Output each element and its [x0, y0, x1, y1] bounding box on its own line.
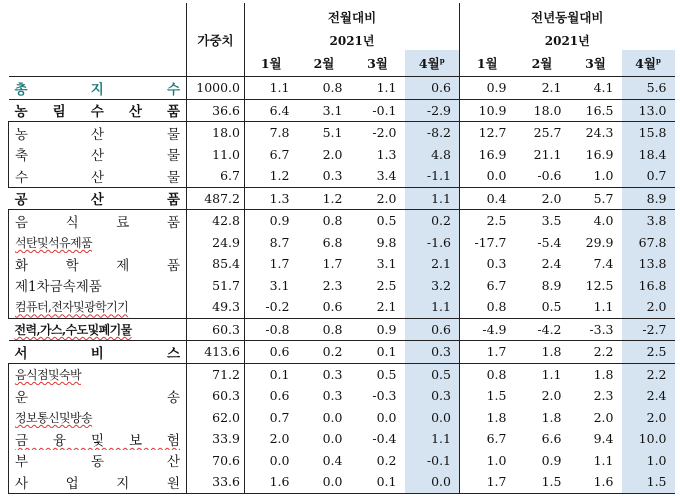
mom-value: -2.0 [351, 122, 405, 144]
row-label [9, 318, 187, 341]
row-label [9, 144, 187, 166]
mom-value: -2.9 [405, 99, 460, 122]
mom-value: 0.6 [405, 77, 460, 100]
mom-value: 0.1 [351, 471, 405, 493]
table-row [9, 341, 675, 364]
mom-value: 0.2 [405, 210, 460, 232]
mom-value: 0.0 [376, 409, 397, 425]
row-weight: 6.7 [187, 165, 245, 187]
yoy-value: 5.6 [622, 77, 675, 100]
table-row [9, 428, 675, 450]
yoy-value: 16.9 [460, 144, 515, 166]
row-label [9, 77, 187, 100]
mom-value: 0.0 [245, 450, 298, 472]
yoy-value: 2.0 [541, 388, 562, 404]
header-year-mom: 2021년 [245, 30, 460, 50]
row-weight: 36.6 [187, 99, 245, 122]
mom-value: 0.3 [405, 341, 460, 364]
mom-value: 0.2 [298, 341, 351, 364]
mom-value: -1.6 [405, 232, 460, 254]
yoy-value: 2.5 [622, 341, 675, 364]
mom-value: 0.6 [245, 385, 298, 407]
header-label-blank [9, 3, 187, 77]
mom-value: -0.1 [351, 99, 405, 122]
mom-value: 2.0 [245, 428, 298, 450]
yoy-value: 1.1 [515, 363, 570, 385]
mom-value: 4.8 [405, 144, 460, 166]
table-row [9, 471, 675, 493]
mom-value: 0.3 [322, 168, 343, 184]
table-row [9, 144, 675, 166]
mom-value: 1.7 [245, 253, 298, 275]
yoy-value: 21.1 [533, 146, 562, 162]
yoy-value: 10.9 [460, 99, 515, 122]
yoy-value: -3.3 [570, 318, 622, 341]
mom-value: 0.0 [322, 431, 343, 447]
table-row [9, 99, 675, 122]
mom-value: 0.6 [322, 299, 343, 315]
mom-value: -0.8 [245, 318, 298, 341]
mom-value: 0.4 [322, 452, 343, 468]
yoy-value: 7.4 [593, 256, 614, 272]
yoy-value: 16.5 [570, 99, 622, 122]
yoy-value: 6.7 [460, 428, 515, 450]
yoy-value: 1.5 [460, 385, 515, 407]
yoy-value: 2.4 [622, 385, 675, 407]
row-label-text: 컴퓨터,전자및광학기기 [15, 300, 129, 315]
yoy-value: 2.2 [622, 363, 675, 385]
yoy-value: 1.1 [593, 452, 614, 468]
yoy-value: -5.4 [537, 234, 562, 250]
yoy-value: 1.8 [460, 407, 515, 429]
yoy-value: 12.5 [585, 277, 614, 293]
mom-value: 0.1 [245, 363, 298, 385]
mom-value: 1.1 [405, 296, 460, 318]
yoy-value: 10.0 [622, 428, 675, 450]
row-label-text: 사 업 지 원 [15, 475, 180, 492]
yoy-value: -2.7 [622, 318, 675, 341]
yoy-value: 18.4 [622, 144, 675, 166]
yoy-value: 1.7 [460, 341, 515, 364]
mom-value: 0.0 [298, 471, 351, 493]
yoy-value: 67.8 [622, 232, 675, 254]
row-label [9, 232, 187, 254]
yoy-value: 6.6 [541, 431, 562, 447]
yoy-value: 2.4 [541, 256, 562, 272]
yoy-value: 0.7 [622, 165, 675, 187]
mom-value: 1.1 [245, 77, 298, 100]
mom-value: 0.2 [376, 452, 397, 468]
yoy-value: 0.9 [541, 452, 562, 468]
mom-value: 2.1 [376, 299, 397, 315]
mom-value: 0.8 [298, 77, 351, 100]
yoy-value: 0.8 [460, 296, 515, 318]
yoy-value: 24.3 [570, 122, 622, 144]
yoy-value: 8.9 [622, 187, 675, 210]
mom-value: 3.1 [298, 99, 351, 122]
row-weight: 85.4 [187, 253, 245, 275]
row-label [9, 296, 187, 318]
yoy-value: 2.3 [593, 388, 614, 404]
mom-value: 2.0 [322, 146, 343, 162]
yoy-value: 16.8 [622, 275, 675, 297]
yoy-value: 1.8 [541, 409, 562, 425]
table-row [9, 77, 675, 100]
row-label-text: 전력,가스,수도및폐기물 [14, 322, 132, 337]
row-label-text: 부 동 산 [15, 454, 180, 471]
yoy-value: 8.9 [541, 277, 562, 293]
row-label-text: 서 비 스 [14, 345, 180, 362]
yoy-value: 2.0 [622, 296, 675, 318]
yoy-value: 4.0 [570, 210, 622, 232]
table-row [9, 296, 675, 318]
row-label-text: 금 융 및 보 험 [15, 432, 180, 449]
mom-value: -0.1 [405, 450, 460, 472]
yoy-value: -4.9 [460, 318, 515, 341]
row-label [9, 253, 187, 275]
mom-value: -0.3 [372, 388, 397, 404]
header-weight: 가중치 [187, 3, 245, 77]
yoy-value: 3.8 [622, 210, 675, 232]
mom-value: 1.1 [351, 77, 405, 100]
mom-value: 3.1 [376, 256, 397, 272]
row-label [9, 407, 187, 429]
row-label-text: 제1차금속제품 [15, 279, 102, 296]
table-row [9, 385, 675, 407]
row-weight: 71.2 [187, 363, 245, 385]
mom-value: 2.5 [376, 277, 397, 293]
header-group-yoy: 전년동월대비 [460, 3, 675, 30]
row-weight: 413.6 [187, 341, 245, 364]
table-row [9, 122, 675, 144]
mom-value: 0.0 [322, 409, 343, 425]
yoy-value: 2.0 [593, 409, 614, 425]
yoy-value: 15.8 [622, 122, 675, 144]
row-weight: 42.8 [187, 210, 245, 232]
header-month-current [622, 50, 675, 77]
mom-value: 1.1 [405, 428, 460, 450]
mom-value: 1.2 [245, 165, 298, 187]
row-label-text: 화 학 제 품 [15, 257, 180, 274]
yoy-value: -17.7 [460, 232, 515, 254]
mom-value: 6.7 [245, 144, 298, 166]
row-label [9, 275, 187, 297]
table-row [9, 450, 675, 472]
mom-value: 5.1 [298, 122, 351, 144]
mom-value: 6.4 [245, 99, 298, 122]
row-label [9, 210, 187, 232]
mom-value: 0.8 [298, 318, 351, 341]
row-label [9, 341, 187, 364]
mom-value: 1.3 [376, 146, 397, 162]
mom-value: 6.8 [322, 234, 343, 250]
yoy-value: 1.0 [593, 168, 614, 184]
header-month: 3월 [585, 56, 606, 71]
mom-value: 1.2 [298, 187, 351, 210]
row-weight: 11.0 [187, 144, 245, 166]
row-label [9, 471, 187, 493]
mom-value: 8.7 [245, 232, 298, 254]
yoy-value: 1.8 [570, 363, 622, 385]
yoy-value: 29.9 [585, 234, 614, 250]
mom-value: 0.7 [245, 407, 298, 429]
row-label-text: 석탄및석유제품 [15, 235, 92, 250]
table-row [9, 363, 675, 385]
yoy-value: 3.5 [515, 210, 570, 232]
row-label-text: 공 산 품 [14, 192, 180, 209]
row-weight: 49.3 [187, 296, 245, 318]
yoy-value: 0.0 [460, 165, 515, 187]
header-month: 1월 [460, 50, 515, 77]
header-month: 2월 [531, 56, 553, 71]
row-label [9, 450, 187, 472]
yoy-value: 1.7 [460, 471, 515, 493]
yoy-value: 0.8 [460, 363, 515, 385]
row-label [9, 428, 187, 450]
yoy-value: 1.1 [593, 299, 614, 315]
row-label-text: 수 산 물 [15, 169, 180, 186]
row-label [9, 122, 187, 144]
yoy-value: 2.2 [570, 341, 622, 364]
row-label-text: 정보통신및방송 [15, 410, 92, 425]
table-row [9, 210, 675, 232]
yoy-value: 1.0 [460, 450, 515, 472]
table-row [9, 318, 675, 341]
row-label-text: 농 산 물 [15, 126, 180, 143]
yoy-value: 0.4 [460, 187, 515, 210]
header-year-yoy: 2021년 [460, 30, 675, 50]
row-weight: 1000.0 [187, 77, 245, 100]
row-label [9, 363, 187, 385]
yoy-value: 9.4 [593, 431, 614, 447]
row-weight: 33.9 [187, 428, 245, 450]
yoy-value: 0.5 [541, 299, 562, 315]
mom-value: 0.8 [298, 210, 351, 232]
mom-value: 0.9 [351, 318, 405, 341]
row-weight: 18.0 [187, 122, 245, 144]
yoy-value: 1.5 [515, 471, 570, 493]
row-label [9, 165, 187, 187]
yoy-value: 5.7 [570, 187, 622, 210]
table-row [9, 165, 675, 187]
mom-value: 0.9 [245, 210, 298, 232]
row-weight: 24.9 [187, 232, 245, 254]
yoy-value: 0.9 [460, 77, 515, 100]
row-label-text: 농 림 수 산 품 [14, 104, 180, 121]
yoy-value: 25.7 [515, 122, 570, 144]
row-weight: 33.6 [187, 471, 245, 493]
mom-value: 7.8 [245, 122, 298, 144]
row-label-text: 운 송 [15, 389, 180, 406]
header-group-mom: 전월대비 [245, 3, 460, 30]
table-row [9, 407, 675, 429]
mom-value: 3.1 [245, 275, 298, 297]
table-row [9, 232, 675, 254]
mom-value: 0.6 [405, 318, 460, 341]
table-row [9, 275, 675, 297]
mom-value: 2.0 [351, 187, 405, 210]
mom-value: 0.3 [298, 363, 351, 385]
mom-value: 0.3 [405, 385, 460, 407]
header-month-current [405, 50, 460, 77]
yoy-value: 2.0 [622, 407, 675, 429]
prelim-mark: p [655, 55, 661, 65]
row-weight: 60.3 [187, 318, 245, 341]
row-label [9, 99, 187, 122]
row-label [9, 187, 187, 210]
table-body [9, 77, 675, 494]
yoy-value: -0.6 [537, 168, 562, 184]
yoy-value: 2.1 [515, 77, 570, 100]
yoy-value: 13.0 [622, 99, 675, 122]
yoy-value: 1.8 [515, 341, 570, 364]
row-weight: 70.6 [187, 450, 245, 472]
mom-value: 2.3 [322, 277, 343, 293]
yoy-value: 18.0 [515, 99, 570, 122]
row-label-text: 축 산 물 [15, 148, 180, 165]
yoy-value: 6.7 [460, 275, 515, 297]
mom-value: 0.0 [405, 407, 460, 429]
yoy-value: 12.7 [460, 122, 515, 144]
yoy-value: 2.5 [460, 210, 515, 232]
mom-value: 0.5 [405, 363, 460, 385]
mom-value: 0.5 [351, 210, 405, 232]
row-weight: 51.7 [187, 275, 245, 297]
mom-value: -8.2 [405, 122, 460, 144]
mom-value: 1.7 [322, 256, 343, 272]
price-index-table [8, 3, 675, 494]
mom-value: 1.1 [405, 187, 460, 210]
row-label-text: 음식점및숙박 [15, 367, 81, 382]
yoy-value: 1.5 [622, 471, 675, 493]
yoy-value: 1.6 [570, 471, 622, 493]
mom-value: 1.6 [245, 471, 298, 493]
yoy-value: 4.1 [570, 77, 622, 100]
mom-value: -0.4 [372, 431, 397, 447]
yoy-value: 16.9 [585, 146, 614, 162]
mom-value: 0.6 [245, 341, 298, 364]
yoy-value: 13.8 [622, 253, 675, 275]
mom-value: 9.8 [376, 234, 397, 250]
header-month: 1월 [245, 50, 298, 77]
mom-value: -0.2 [245, 296, 298, 318]
yoy-value: -4.2 [515, 318, 570, 341]
mom-value: -1.1 [405, 165, 460, 187]
yoy-value: 0.3 [460, 253, 515, 275]
header-month-label: 4월 [635, 56, 656, 71]
row-weight: 62.0 [187, 407, 245, 429]
mom-value: 0.1 [351, 341, 405, 364]
mom-value: 0.3 [322, 388, 343, 404]
prelim-mark: p [439, 55, 445, 65]
row-weight: 487.2 [187, 187, 245, 210]
table-row [9, 253, 675, 275]
row-label-text: 총 지 수 [14, 81, 180, 98]
mom-value: 3.2 [405, 275, 460, 297]
row-label [9, 385, 187, 407]
yoy-value: 1.0 [622, 450, 675, 472]
mom-value: 3.4 [376, 168, 397, 184]
mom-value: 0.0 [405, 471, 460, 493]
header-month-label: 4월 [418, 56, 440, 71]
mom-value: 1.3 [245, 187, 298, 210]
mom-value: 2.1 [405, 253, 460, 275]
row-weight: 60.3 [187, 385, 245, 407]
header-month: 2월 [313, 56, 335, 71]
header-month: 3월 [367, 56, 388, 71]
yoy-value: 2.0 [515, 187, 570, 210]
table-row [9, 187, 675, 210]
mom-value: 0.5 [351, 363, 405, 385]
row-label-text: 음 식 료 품 [15, 214, 180, 231]
